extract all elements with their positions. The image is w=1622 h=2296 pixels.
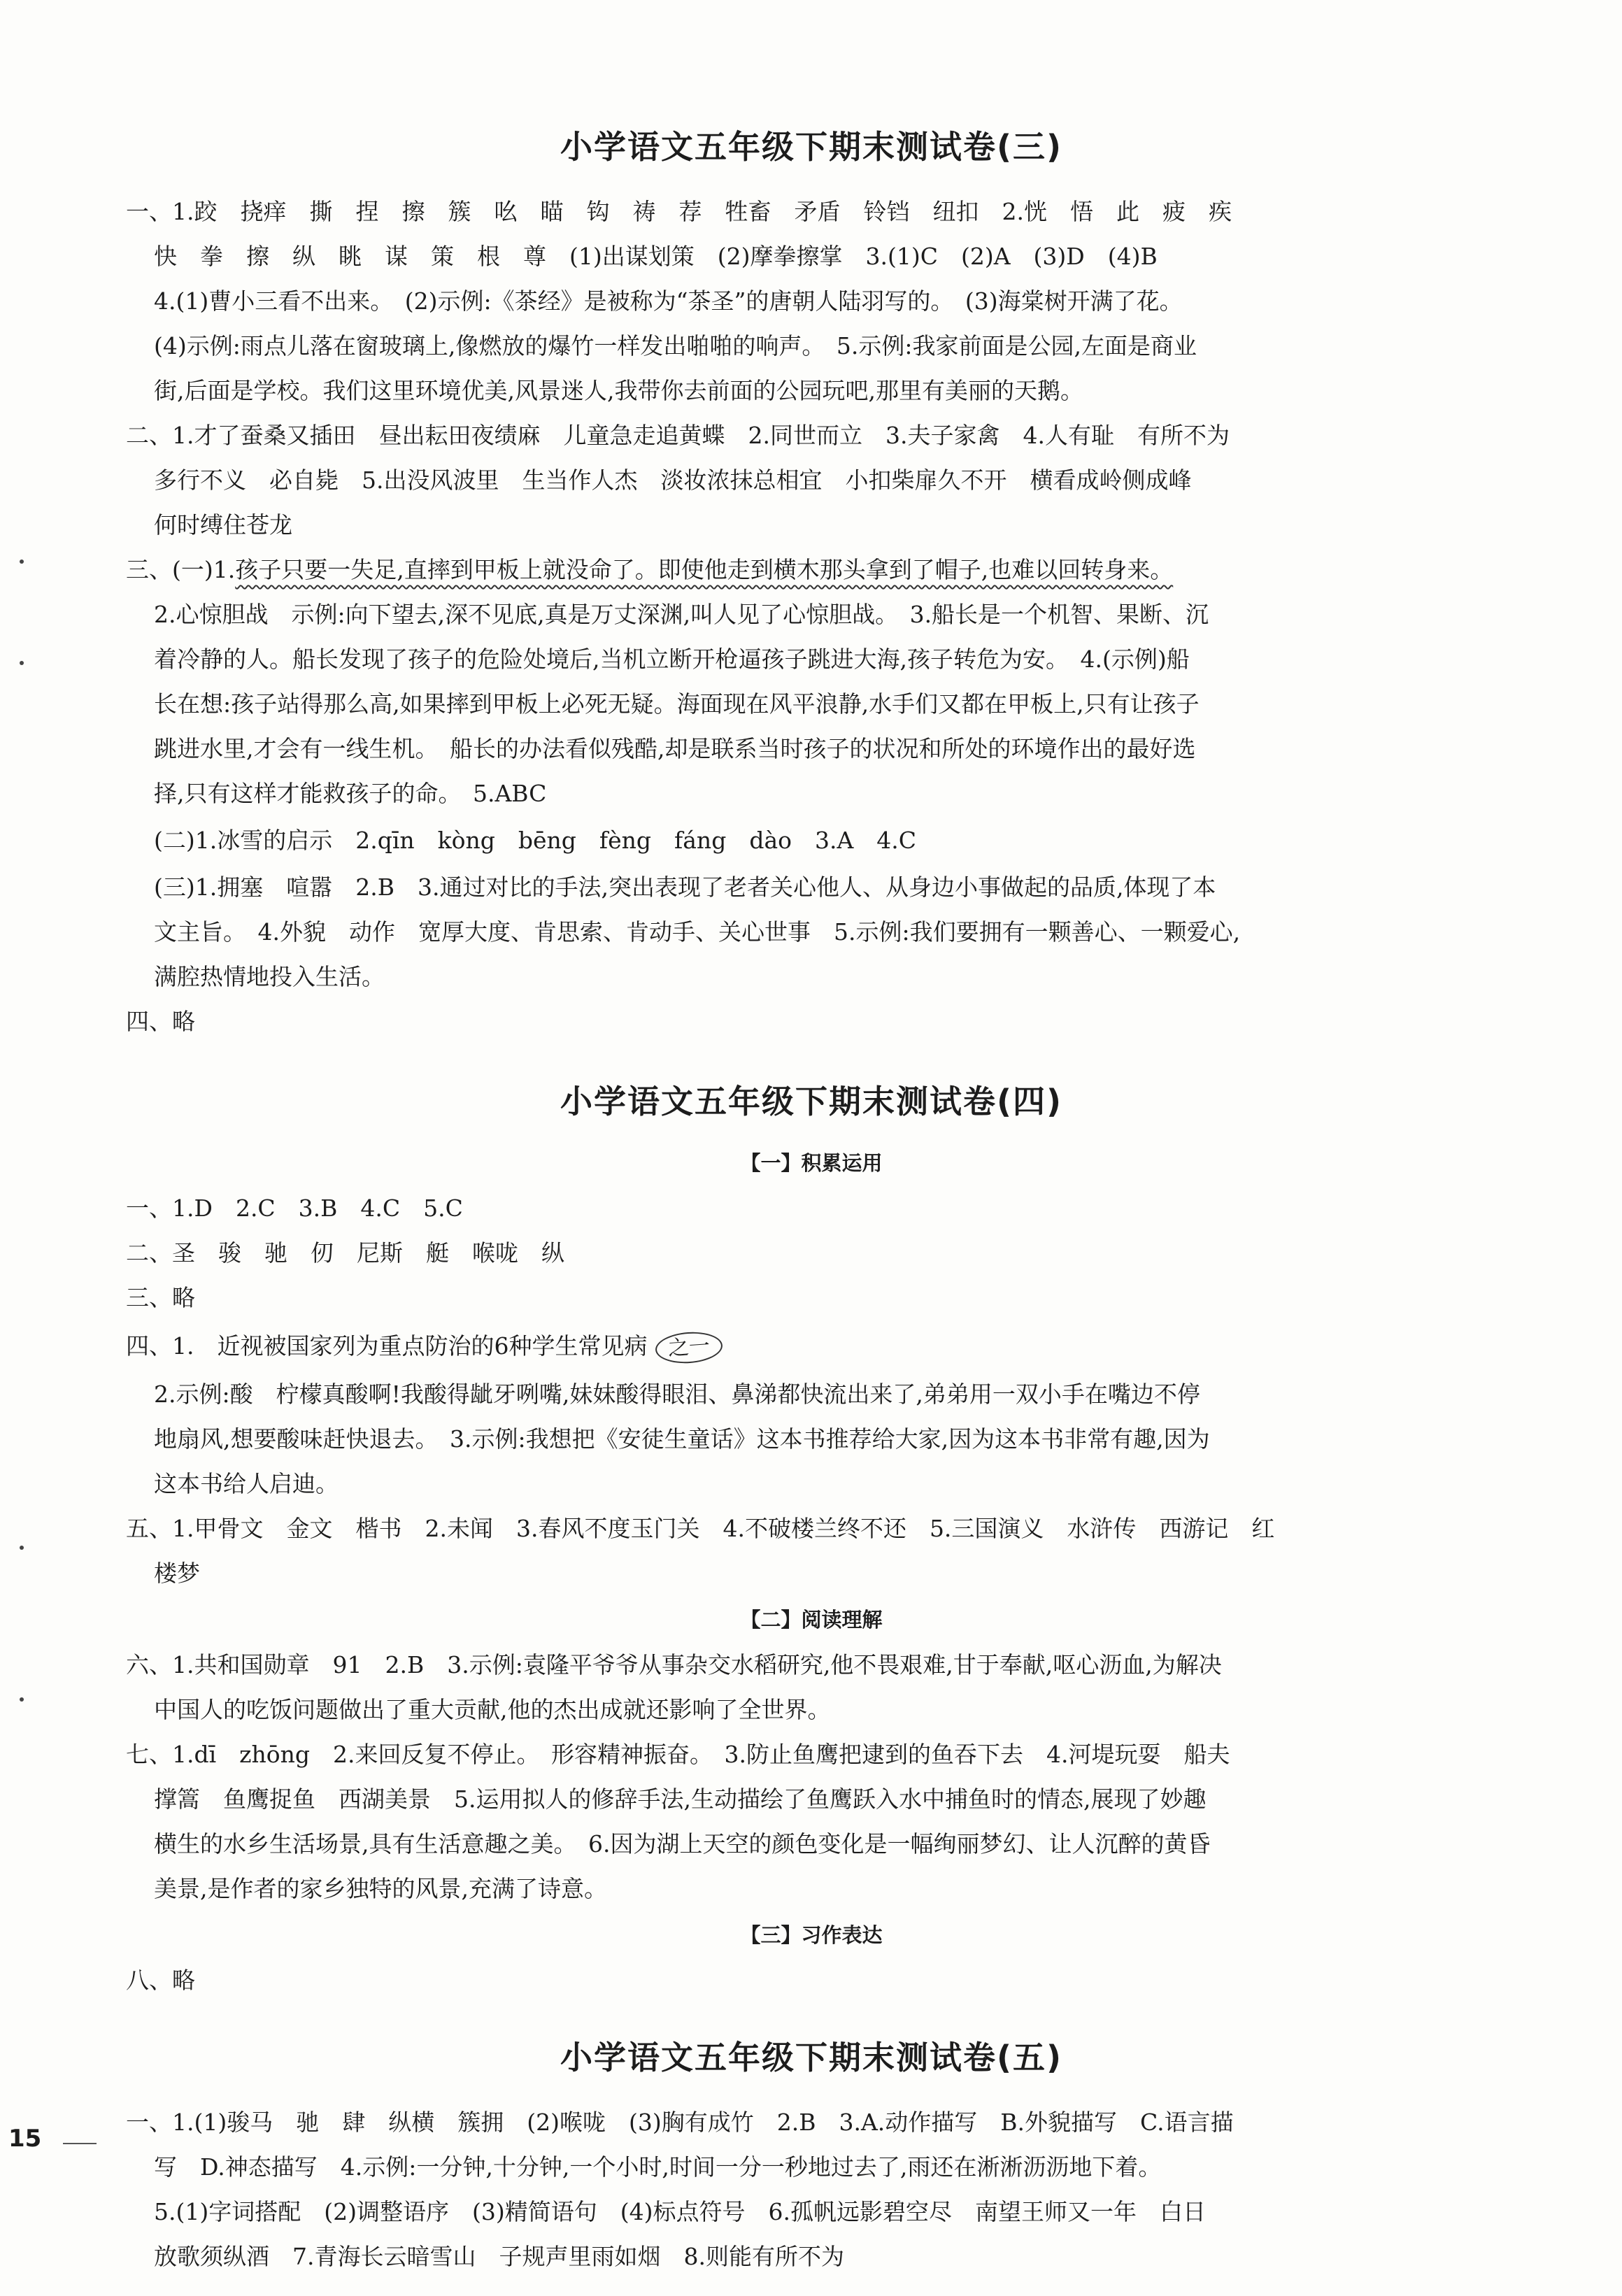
pinyin-answer-line: (二)1.冰雪的启示 2.qīn kòng bēng fèng fáng dào 3.A 4.C [154,827,917,854]
answer-line: 跳进水里,才会有一线生机。 船长的办法看似残酷,却是联系当时孩子的状况和所处的环境作出的最好选 [154,735,1196,762]
answer-line: 地扇风,想要酸味赶快退去。 3.示例:我想把《安徒生童话》这本书推荐给大家,因为这本书非常有趣,因为 [154,1425,1210,1453]
answer-line: 何时缚住苍龙 [154,511,292,539]
section-heading: 【一】积累运用 [740,1151,883,1175]
answer-line: 三、略 [126,1284,195,1311]
answer-line: 二、圣 骏 驰 仞 尼斯 艇 喉咙 纵 [126,1239,564,1267]
answer-line: 这本书给人启迪。 [154,1470,339,1497]
answer-line: 长在想:孩子站得那么高,如果摔到甲板上必死无疑。海面现在风平浪静,水手们又都在甲板上,只有让孩子 [154,690,1200,718]
answer-line: 七、1.dī zhōng 2.来回反复不停止。 形容精神振奋。 3.防止鱼鹰把逮到的鱼吞下去 4.河堤玩耍 船夫 [126,1741,1230,1768]
answer-line: 街,后面是学校。我们这里环境优美,风景迷人,我带你去前面的公园玩吧,那里有美丽的天鹅。 [154,377,1083,404]
answer-line: 中国人的吃饭问题做出了重大贡献,他的杰出成就还影响了全世界。 [154,1696,831,1723]
page-number-rule [63,2143,97,2144]
answer-content [126,119,1497,2280]
exam-3-title: 小学语文五年级下期末测试卷(三) [560,128,1063,166]
margin-dot [20,1697,24,1702]
wavy-underlined-answer: 孩子只要一失足,直摔到甲板上就没命了。即使他走到横木那头拿到了帽子,也难以回转身来。 [235,556,1174,583]
answer-line: 一、1.跤 挠痒 撕 捏 擦 簇 吆 瞄 钩 祷 荐 牲畜 矛盾 铃铛 纽扣 2.恍 悟 此 疲 疾 [126,198,1232,225]
section-heading: 【三】习作表达 [740,1923,883,1947]
answer-line [126,1325,1497,1367]
answer-line: 快 拳 擦 纵 眺 谋 策 根 尊 (1)出谋划策 (2)摩拳擦掌 3.(1)C (2)A (3)D (4)B [154,243,1158,270]
answer-line: 五、1.甲骨文 金文 楷书 2.未闻 3.春风不度玉门关 4.不破楼兰终不还 5.三国演义 水浒传 西游记 红 [126,1515,1275,1542]
margin-dot [20,1546,24,1550]
answer-line: 一、1.(1)骏马 驰 肆 纵横 簇拥 (2)喉咙 (3)胸有成竹 2.B 3.A.动作描写 B.外貌描写 C.语言描 [126,2109,1234,2136]
answer-line: 放歌须纵酒 7.青海长云暗雪山 子规声里雨如烟 8.则能有所不为 [154,2243,844,2270]
exam-5-title: 小学语文五年级下期末测试卷(五) [560,2039,1063,2076]
answer-line: 多行不义 必自毙 5.出没风波里 生当作人杰 淡妆浓抹总相宜 小扣柴扉久不开 横看成岭侧成峰 [154,466,1192,494]
answer-line: 八、略 [126,1967,195,1994]
answer-line: 横生的水乡生活场景,具有生活意趣之美。 6.因为湖上天空的颜色变化是一幅绚丽梦幻、让人沉醉的黄昏 [154,1830,1211,1858]
answer-line: 美景,是作者的家乡独特的风景,充满了诗意。 [154,1875,607,1902]
exam-4-title: 小学语文五年级下期末测试卷(四) [560,1083,1063,1120]
answer-line: 择,只有这样才能救孩子的命。 5.ABC [154,780,547,807]
answer-line: 写 D.神态描写 4.示例:一分钟,十分钟,一个小时,时间一分一秒地过去了,雨还在淅淅沥沥地下着。 [154,2153,1162,2181]
answer-line: (4)示例:雨点儿落在窗玻璃上,像燃放的爆竹一样发出啪啪的响声。 5.示例:我家前面是公园,左面是商业 [154,332,1197,359]
answer-line: 一、1.D 2.C 3.B 4.C 5.C [126,1195,463,1222]
answer-line: 着冷静的人。船长发现了孩子的危险处境后,当机立断开枪逼孩子跳进大海,孩子转危为安。 4.(示例)船 [154,646,1190,673]
answer-line: (三)1.拥塞 喧嚣 2.B 3.通过对比的手法,突出表现了老者关心他人、从身边小事做起的品质,体现了本 [154,874,1216,901]
answer-line: 2.心惊胆战 示例:向下望去,深不见底,真是万丈深渊,叫人见了心惊胆战。 3.船长是一个机智、果断、沉 [154,601,1209,628]
answer-line: 二、1.才了蚕桑又插田 昼出耘田夜绩麻 儿童急走追黄蝶 2.同世而立 3.夫子家禽 4.人有耻 有所不为 [126,422,1230,449]
section-heading: 【二】阅读理解 [740,1608,883,1632]
answer-line: 2.示例:酸 柠檬真酸啊!我酸得龇牙咧嘴,妹妹酸得眼泪、鼻涕都快流出来了,弟弟用一双小手在嘴边不停 [154,1381,1200,1408]
answer-line: 楼梦 [154,1560,200,1587]
answer-line: 六、1.共和国勋章 91 2.B 3.示例:袁隆平爷爷从事杂交水稻研究,他不畏艰难,甘于奉献,呕心沥血,为解决 [126,1651,1222,1678]
answer-prefix: 三、(一)1. [126,556,236,583]
margin-dot [20,559,24,564]
answer-line: 满腔热情地投入生活。 [154,963,385,990]
answer-text: 四、1. 近视被国家列为重点防治的6种学生常见病 [126,1332,648,1360]
answer-line: 文主旨。 4.外貌 动作 宽厚大度、肯思索、肯动手、关心世事 5.示例:我们要拥有一颗善心、一颗爱心, [154,918,1241,946]
answer-line: 5.(1)字词搭配 (2)调整语序 (3)精简语句 (4)标点符号 6.孤帆远影碧空尽 南望王师又一年 白日 [154,2198,1206,2225]
answer-line [126,548,1497,591]
margin-dot [20,661,24,665]
page-number: 15 [8,2125,42,2153]
answer-line: 撑篙 鱼鹰捉鱼 西湖美景 5.运用拟人的修辞手法,生动描绘了鱼鹰跃入水中捕鱼时的情态,展现了妙趣 [154,1785,1207,1813]
answer-line: 4.(1)曹小三看不出来。 (2)示例:《茶经》是被称为“茶圣”的唐朝人陆羽写的。 (3)海棠树开满了花。 [154,287,1183,315]
answer-line: 四、略 [126,1008,195,1035]
handwritten-correction-mark: 之一 [655,1330,724,1366]
